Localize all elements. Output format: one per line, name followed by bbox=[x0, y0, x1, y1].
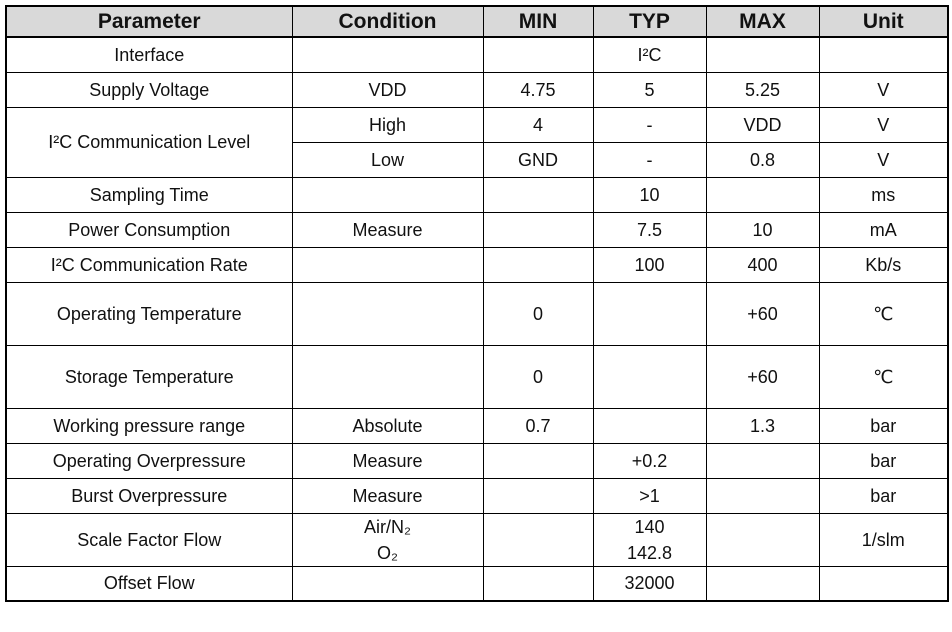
cell-max: 400 bbox=[706, 247, 819, 282]
cell-condition: Measure bbox=[292, 478, 483, 513]
cell-unit: Kb/s bbox=[819, 247, 948, 282]
cell-typ: I²C bbox=[593, 37, 706, 72]
cell-unit: mA bbox=[819, 212, 948, 247]
cell-unit: V bbox=[819, 107, 948, 142]
header-condition: Condition bbox=[292, 6, 483, 37]
row-i2c-rate bbox=[6, 247, 948, 282]
cell-max bbox=[706, 443, 819, 478]
row-interface bbox=[6, 37, 948, 72]
cell-condition bbox=[292, 513, 483, 566]
header-parameter: Parameter bbox=[6, 6, 292, 37]
cell-parameter: Operating Overpressure bbox=[6, 443, 292, 478]
cell-unit: V bbox=[819, 142, 948, 177]
table-header-row bbox=[6, 6, 948, 37]
cell-max bbox=[706, 478, 819, 513]
cell-typ: +0.2 bbox=[593, 443, 706, 478]
cell-max: 10 bbox=[706, 212, 819, 247]
cell-condition bbox=[292, 282, 483, 345]
specification-table bbox=[5, 5, 949, 602]
cell-min bbox=[483, 513, 593, 566]
cell-max bbox=[706, 513, 819, 566]
cell-parameter: Scale Factor Flow bbox=[6, 513, 292, 566]
cell-min bbox=[483, 37, 593, 72]
cell-typ bbox=[593, 513, 706, 566]
cell-condition: High bbox=[292, 107, 483, 142]
cell-unit bbox=[819, 37, 948, 72]
cell-unit: 1/slm bbox=[819, 513, 948, 566]
header-max: MAX bbox=[706, 6, 819, 37]
cell-min bbox=[483, 247, 593, 282]
cell-parameter: Power Consumption bbox=[6, 212, 292, 247]
cell-parameter: Sampling Time bbox=[6, 177, 292, 212]
condition-air-n2: Air/N₂ bbox=[364, 516, 411, 537]
row-storage-temperature bbox=[6, 345, 948, 408]
cell-min bbox=[483, 177, 593, 212]
header-typ: TYP bbox=[593, 6, 706, 37]
cell-parameter: Offset Flow bbox=[6, 566, 292, 601]
cell-parameter: Operating Temperature bbox=[6, 282, 292, 345]
cell-min: 4 bbox=[483, 107, 593, 142]
cell-unit: bar bbox=[819, 478, 948, 513]
cell-min bbox=[483, 478, 593, 513]
cell-parameter: I²C Communication Rate bbox=[6, 247, 292, 282]
row-power-consumption bbox=[6, 212, 948, 247]
cell-min: GND bbox=[483, 142, 593, 177]
header-unit: Unit bbox=[819, 6, 948, 37]
cell-min: 0 bbox=[483, 345, 593, 408]
cell-condition bbox=[292, 177, 483, 212]
cell-condition bbox=[292, 247, 483, 282]
header-min: MIN bbox=[483, 6, 593, 37]
cell-condition: VDD bbox=[292, 72, 483, 107]
cell-max: 1.3 bbox=[706, 408, 819, 443]
cell-condition: Measure bbox=[292, 443, 483, 478]
cell-typ: 32000 bbox=[593, 566, 706, 601]
cell-unit bbox=[819, 566, 948, 601]
cell-parameter: Supply Voltage bbox=[6, 72, 292, 107]
cell-condition: Low bbox=[292, 142, 483, 177]
cell-unit: V bbox=[819, 72, 948, 107]
cell-typ bbox=[593, 345, 706, 408]
cell-unit: bar bbox=[819, 408, 948, 443]
cell-unit: bar bbox=[819, 443, 948, 478]
cell-typ: - bbox=[593, 142, 706, 177]
typ-air-n2: 140 bbox=[634, 516, 665, 537]
cell-condition bbox=[292, 37, 483, 72]
condition-o2: O₂ bbox=[377, 542, 398, 563]
cell-typ: - bbox=[593, 107, 706, 142]
cell-parameter: Working pressure range bbox=[6, 408, 292, 443]
cell-max: 0.8 bbox=[706, 142, 819, 177]
cell-typ bbox=[593, 282, 706, 345]
row-working-pressure bbox=[6, 408, 948, 443]
cell-max: +60 bbox=[706, 345, 819, 408]
typ-o2: 142.8 bbox=[626, 542, 673, 563]
cell-min: 0.7 bbox=[483, 408, 593, 443]
cell-typ: 5 bbox=[593, 72, 706, 107]
cell-typ bbox=[593, 408, 706, 443]
cell-typ: 100 bbox=[593, 247, 706, 282]
cell-condition bbox=[292, 566, 483, 601]
cell-unit: ms bbox=[819, 177, 948, 212]
row-i2c-level-high bbox=[6, 107, 948, 142]
row-operating-temperature bbox=[6, 282, 948, 345]
cell-parameter: I²C Communication Level bbox=[6, 107, 292, 177]
cell-typ: 10 bbox=[593, 177, 706, 212]
row-operating-overpressure bbox=[6, 443, 948, 478]
cell-parameter: Burst Overpressure bbox=[6, 478, 292, 513]
row-sampling-time bbox=[6, 177, 948, 212]
cell-max bbox=[706, 177, 819, 212]
cell-typ: 7.5 bbox=[593, 212, 706, 247]
cell-min bbox=[483, 566, 593, 601]
cell-typ: >1 bbox=[593, 478, 706, 513]
row-supply-voltage bbox=[6, 72, 948, 107]
cell-unit: ℃ bbox=[819, 345, 948, 408]
cell-max: +60 bbox=[706, 282, 819, 345]
cell-max bbox=[706, 37, 819, 72]
cell-max bbox=[706, 566, 819, 601]
row-scale-factor-flow bbox=[6, 513, 948, 566]
cell-parameter: Storage Temperature bbox=[6, 345, 292, 408]
row-offset-flow bbox=[6, 566, 948, 601]
cell-min: 4.75 bbox=[483, 72, 593, 107]
cell-unit: ℃ bbox=[819, 282, 948, 345]
cell-condition: Absolute bbox=[292, 408, 483, 443]
cell-max: 5.25 bbox=[706, 72, 819, 107]
cell-condition bbox=[292, 345, 483, 408]
cell-condition: Measure bbox=[292, 212, 483, 247]
cell-parameter: Interface bbox=[6, 37, 292, 72]
row-burst-overpressure bbox=[6, 478, 948, 513]
cell-min: 0 bbox=[483, 282, 593, 345]
cell-min bbox=[483, 443, 593, 478]
cell-max: VDD bbox=[706, 107, 819, 142]
cell-min bbox=[483, 212, 593, 247]
